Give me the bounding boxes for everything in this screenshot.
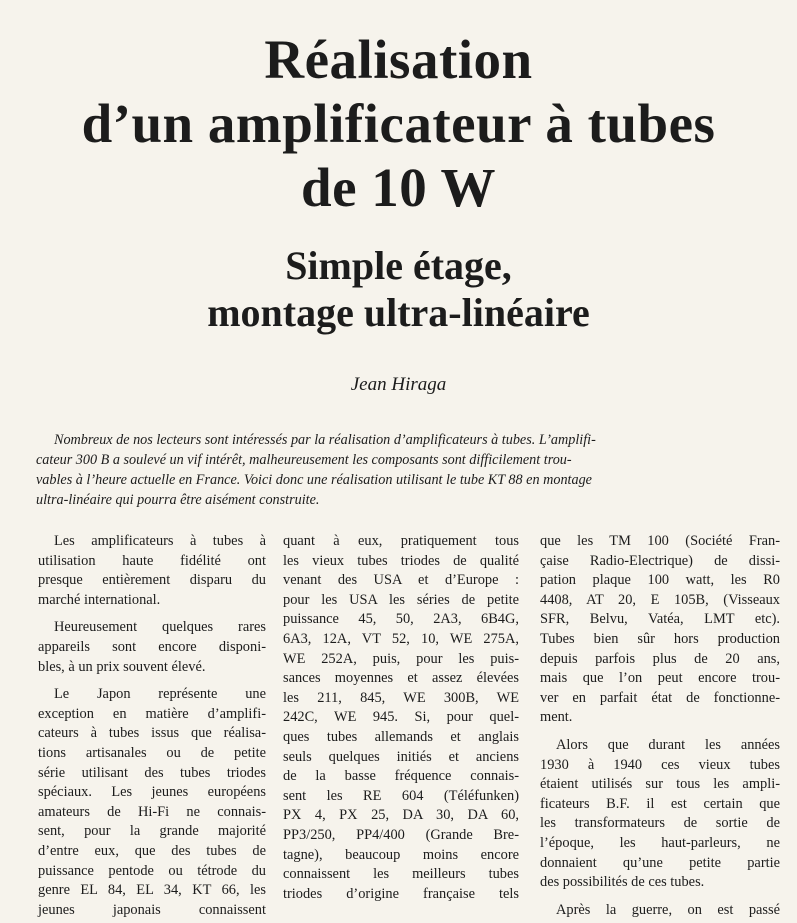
body-line: PP3/250, PP4/400 (Grande Bre- [283,826,519,843]
body-line: Les amplificateurs à tubes à [54,533,266,549]
body-line: spéciaux. Les jeunes européens [38,784,266,801]
article-subtitle [0,242,797,336]
article-title [0,28,797,220]
body-line: PX 4, PX 25, DA 30, DA 60, [283,807,519,824]
body-line: tagne), beaucoup moins encore [283,846,519,863]
body-line: les 211, 845, WE 300B, WE [283,689,519,706]
body-column-2 [283,532,519,904]
title-line: d’un amplificateur à tubes [81,93,716,154]
body-line: 242C, WE 945. Si, pour quel- [283,709,519,726]
body-line: bles, à un prix souvent élevé. [38,658,206,675]
paragraph-gap [540,893,780,901]
body-line: cateurs à tubes issus que réalisa- [38,725,266,742]
paragraph-gap [540,728,780,736]
body-line: ment. [540,709,573,726]
body-line: sent les RE 604 (Téléfunken) [283,787,519,804]
body-line: des possibilités de ces tubes. [540,874,705,891]
body-line: presque entièrement disparu du [38,572,266,589]
body-line: tions artisanales ou de petite [38,744,266,761]
body-line: les vieux tubes triodes de qualité [283,552,519,569]
body-line: utilisation haute fidélité ont [38,552,266,569]
body-line: WE 252A, puis, pour les puis- [283,650,519,667]
body-line: Heureusement quelques rares [54,619,266,636]
body-line: d’entre eux, que des tubes de [38,842,266,859]
body-line: de la basse fréquence connais- [283,768,519,785]
body-line: 4408, AT 20, E 105B, (Visseaux [540,591,780,608]
body-line: ver en parfait état de fonctionne- [540,689,780,706]
intro-line: cateur 300 B a soulevé un vif intérêt, malheureusement les composants sont difficilement trou- [36,452,572,468]
body-line: seuls quelques initiés et anciens [283,748,519,765]
body-line: mais que l’on peut encore trou- [540,670,780,687]
author-byline: Jean Hiraga [350,374,447,395]
title-line: de 10 W [300,157,496,218]
body-line: que les TM 100 (Société Fran- [540,533,780,549]
body-line: puissance 45, 50, 2A3, 6B4G, [283,611,519,628]
body-line: Tubes bien sûr hors production [540,630,780,647]
body-line: Le Japon représente une [54,686,266,703]
body-line: amateurs de Hi-Fi ne connais- [38,803,266,820]
body-line: sances moyennes et assez élevées [283,670,519,687]
body-line: marché international. [38,591,161,608]
intro-paragraph [36,430,782,510]
body-line: triodes d’origine française tels [283,885,519,902]
body-line: jeunes japonais connaissent [38,901,266,918]
body-line: 1930 à 1940 ces vieux tubes [540,756,780,773]
body-line: exception en matière d’amplifi- [38,705,266,722]
intro-line: ultra-linéaire qui pourra être aisément construite. [36,492,320,508]
body-column-3 [540,532,780,920]
body-line: série utilisant des tubes triodes [38,764,266,781]
body-line: SFR, Belvu, Vatéa, LMT etc). [540,611,780,628]
body-line: étaient utilisés sur tous les ampli- [540,776,780,793]
intro-line: Nombreux de nos lecteurs sont intéressés par la réalisation d’amplificateurs à tubes. L’amplifi- [54,432,596,448]
paragraph-gap [38,677,266,685]
subtitle-line: Simple étage, [285,243,512,288]
body-line: Après la guerre, on est passé [556,901,780,918]
body-line: connaissent les meilleurs tubes [283,866,519,883]
body-line: venant des USA et d’Europe : [283,572,519,589]
body-line: appareils sont encore disponi- [38,638,266,655]
body-line: sent, pour la grande majorité [38,823,266,840]
body-line: ques tubes allemands et anglais [283,728,519,745]
body-line: quant à eux, pratiquement tous [283,533,519,549]
body-line: çaise Radio-Electrique) de dissi- [540,552,780,569]
paragraph-gap [38,610,266,618]
body-line: les transformateurs de sortie de [540,815,780,832]
body-line: pation plaque 100 watt, les R0 [540,572,780,589]
body-line: ficateurs B.F. il est certain que [540,795,780,812]
body-line: genre EL 84, EL 34, KT 66, les [38,882,266,899]
body-line: depuis parfois plus de 20 ans, [540,650,780,667]
body-line: donnaient qu’une petite partie [540,854,780,871]
body-line: Alors que durant les années [556,736,780,753]
body-column-1 [38,532,266,920]
intro-line: vables à l’heure actuelle en France. Voici donc une réalisation utilisant le tube KT 88 en montage [36,472,592,488]
body-line: puissance pentode ou tétrode du [38,862,266,879]
title-line: Réalisation [264,29,533,90]
body-line: l’époque, les haut-parleurs, ne [540,834,780,851]
subtitle-line: montage ultra-linéaire [207,290,590,335]
body-line: pour les USA les séries de petite [283,591,519,608]
body-line: 6A3, 12A, VT 52, 10, WE 275A, [283,630,519,647]
